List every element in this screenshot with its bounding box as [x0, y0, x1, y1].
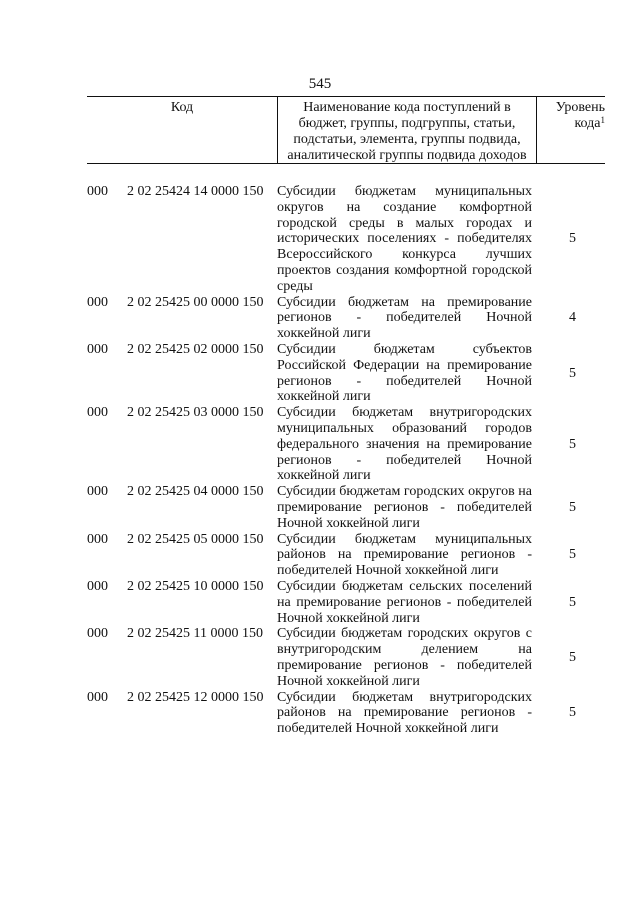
row-level	[532, 184, 605, 295]
row-income-code: 2 02 25425 12 0000 150	[127, 689, 264, 705]
row-income-code: 2 02 25424 14 0000 150	[127, 184, 264, 199]
row-admin-code: 000	[87, 184, 108, 199]
row-level	[532, 579, 605, 626]
table-row	[87, 579, 605, 626]
table-row	[87, 626, 605, 689]
row-name: Субсидии бюджетам муниципальных районов на премирование регионов - победителей Ночной хоккейной лиги	[277, 531, 532, 579]
row-level	[532, 626, 605, 689]
row-level-value: 5	[569, 547, 576, 563]
row-level	[532, 690, 605, 737]
header-name: Наименование кода поступлений в бюджет, группы, подгруппы, статьи, подстатьи, элемента, группы подвида, аналитической группы подвида доходов	[277, 97, 537, 163]
table-body	[87, 184, 605, 737]
row-name: Субсидии бюджетам сельских поселений на премирование регионов - победителей Ночной хоккейной лиги	[277, 578, 532, 626]
page-number: 545	[308, 76, 332, 92]
row-name: Субсидии бюджетам внутригородских районов на премирование регионов - победителей Ночной хоккейной лиги	[277, 689, 532, 737]
row-name: Субсидии бюджетам внутригородских муниципальных образований городов федерального значения на премирование регионов - победителей Ночной хоккейной лиги	[277, 405, 532, 484]
row-name: Субсидии бюджетам городских округов на премирование регионов - победителей Ночной хоккейной лиги	[277, 484, 532, 531]
header-level-footnote: 1	[600, 115, 605, 125]
table-header	[87, 96, 605, 164]
table-row	[87, 184, 605, 295]
row-level-value: 5	[569, 231, 576, 247]
header-level-label: Уровень кода	[555, 100, 605, 131]
row-admin-code: 000	[87, 341, 108, 357]
row-level-value: 5	[569, 436, 576, 452]
row-level-value: 5	[569, 650, 576, 665]
row-name: Субсидии бюджетам на премирование регионов - победителей Ночной хоккейной лиги	[277, 294, 532, 342]
table-row	[87, 405, 605, 484]
row-admin-code: 000	[87, 531, 108, 547]
row-income-code: 2 02 25425 10 0000 150	[127, 578, 264, 594]
row-level	[532, 484, 605, 531]
row-name: Субсидии бюджетам городских округов с внутригородским делением на премирование регионов - победителей Ночной хоккейной лиги	[277, 626, 532, 689]
table-row	[87, 532, 605, 579]
row-level-value: 5	[569, 499, 576, 515]
row-income-code: 2 02 25425 00 0000 150	[127, 294, 264, 310]
row-income-code: 2 02 25425 05 0000 150	[127, 531, 264, 547]
row-level-value: 4	[569, 310, 576, 326]
table-row	[87, 484, 605, 531]
row-level-value: 5	[569, 594, 576, 610]
row-level-value: 5	[569, 365, 576, 381]
row-admin-code: 000	[87, 294, 108, 310]
row-name: Субсидии бюджетам муниципальных округов на создание комфортной городской среды в малых городах и исторических поселениях - победителях Всероссийского конкурса лучших проектов создания комфортной городской среды	[277, 184, 532, 294]
table-row	[87, 342, 605, 405]
row-admin-code: 000	[87, 484, 108, 500]
row-income-code: 2 02 25425 03 0000 150	[127, 405, 264, 421]
row-level	[532, 532, 605, 579]
row-admin-code: 000	[87, 626, 108, 642]
row-level	[532, 342, 605, 405]
header-level	[537, 97, 605, 163]
row-admin-code: 000	[87, 405, 108, 421]
row-income-code: 2 02 25425 11 0000 150	[127, 626, 263, 642]
row-name: Субсидии бюджетам субъектов Российской Федерации на премирование регионов - победителей Ночной хоккейной лиги	[277, 341, 532, 405]
row-admin-code: 000	[87, 689, 108, 705]
row-level	[532, 405, 605, 484]
header-code: Код	[170, 100, 194, 115]
row-admin-code: 000	[87, 578, 108, 594]
row-level-value: 5	[569, 705, 576, 721]
table-row	[87, 295, 605, 342]
table-row	[87, 690, 605, 737]
row-level	[532, 295, 605, 342]
row-income-code: 2 02 25425 02 0000 150	[127, 341, 264, 357]
row-income-code: 2 02 25425 04 0000 150	[127, 484, 264, 500]
